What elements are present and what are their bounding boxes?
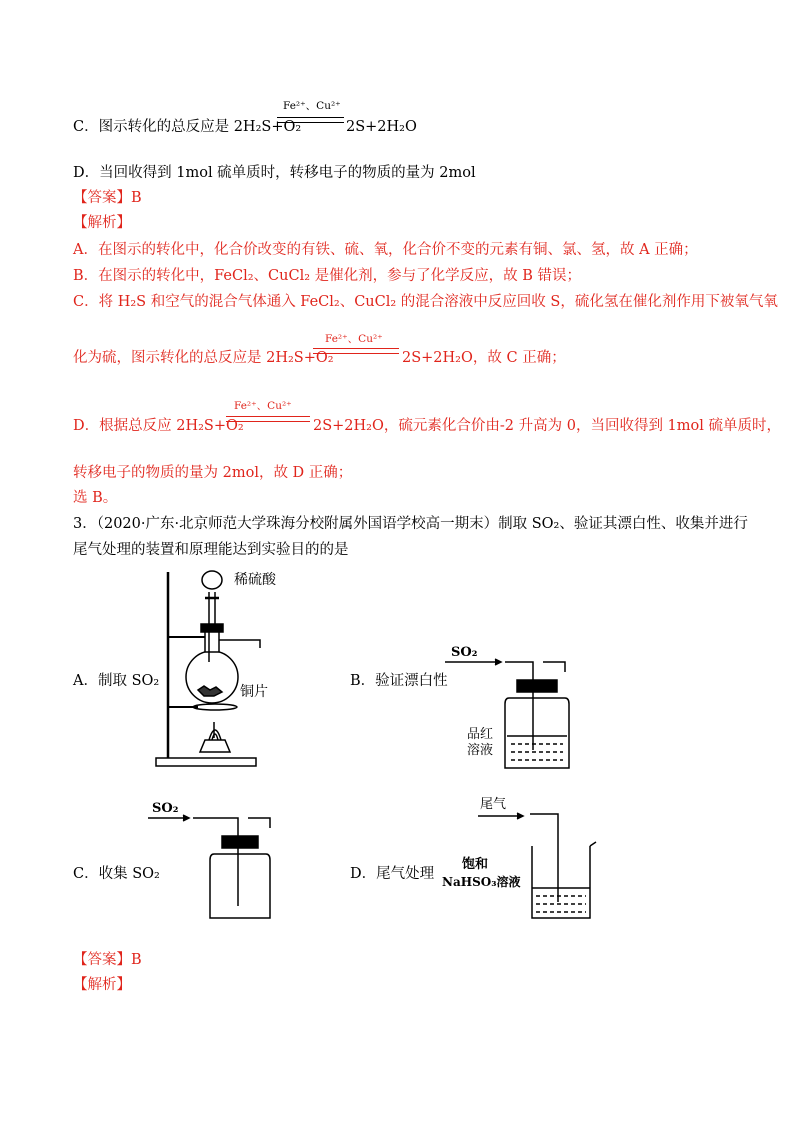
option-d-line: D．当回收得到 1mol 硫单质时，转移电子的物质的量为 2mol [73, 165, 476, 181]
analysis-d1-equal-sign [226, 416, 310, 422]
apparatus-d-figure [440, 794, 600, 924]
apparatus-c-figure [148, 798, 283, 923]
analysis-c2-suffix: 2S+2H₂O，故 C 正确； [402, 350, 566, 366]
analysis-c2-prefix: 化为硫，图示转化的总反应是 2H₂S+O₂ [73, 350, 334, 366]
analysis-c2-equal-sign [313, 348, 399, 354]
analysis-label: 【解析】 [73, 215, 131, 231]
analysis-d1-prefix: D．根据总反应 2H₂S+O₂ [73, 418, 244, 434]
analysis-a: A．在图示的转化中，化合价改变的有铁、硫、氧，化合价不变的元素有铜、氯、氢，故 A 正确； [73, 242, 698, 258]
label-pinhong: 品红 [467, 727, 494, 742]
option-c-condition: Fe²⁺、Cu²⁺ [283, 100, 341, 112]
analysis-c2-condition: Fe²⁺、Cu²⁺ [325, 333, 383, 345]
label-tail-gas: 尾气 [480, 797, 507, 812]
question3-line1: 3．（2020·广东·北京师范大学珠海分校附属外国语学校高一期末）制取 SO₂、验证其漂白性、收集并进行 [73, 516, 748, 532]
analysis-d2: 转移电子的物质的量为 2mol，故 D 正确； [73, 465, 353, 481]
analysis-c1: C．将 H₂S 和空气的混合气体通入 FeCl₂、CuCl₂ 的混合溶液中反应回收 S，硫化氢在催化剂作用下被氧气氧 [73, 294, 778, 310]
analysis-conclusion: 选 B。 [73, 490, 118, 506]
label-baohe: 饱和 [462, 857, 489, 872]
option-c-products: 2S+2H₂O [346, 119, 417, 135]
option-c-line [73, 117, 301, 137]
answer-label: 【答案】B [73, 190, 142, 206]
analysis-d1-suffix: 2S+2H₂O，硫元素化合价由-2 升高为 0，当回收得到 1mol 硫单质时， [313, 418, 782, 434]
question3-line2: 尾气处理的装置和原理能达到实验目的的是 [73, 542, 349, 558]
apparatus-b-figure [445, 640, 595, 775]
option-a-label: A．制取 SO₂ [73, 673, 160, 689]
analysis-b: B．在图示的转化中，FeCl₂、CuCl₂ 是催化剂，参与了化学反应，故 B 错误； [73, 268, 582, 284]
label-so2-c: SO₂ [152, 801, 179, 816]
label-rongye: 溶液 [467, 743, 494, 758]
label-so2-b: SO₂ [451, 645, 478, 660]
label-nahso3: NaHSO₃溶液 [442, 875, 521, 889]
option-d-label: D．尾气处理 [350, 866, 435, 882]
apparatus-a-figure [150, 562, 300, 772]
label-acid: 稀硫酸 [234, 572, 276, 588]
answer2-label: 【答案】B [73, 952, 142, 968]
analysis-d1-condition: Fe²⁺、Cu²⁺ [234, 400, 292, 412]
option-c-label: C．收集 SO₂ [73, 866, 160, 882]
label-copper: 铜片 [240, 684, 268, 700]
option-c-prefix: C．图示转化的总反应是 2H₂S+O₂ [73, 119, 302, 135]
option-b-label: B．验证漂白性 [350, 673, 448, 689]
option-c-equal-sign [277, 117, 344, 123]
analysis2-label: 【解析】 [73, 977, 131, 993]
